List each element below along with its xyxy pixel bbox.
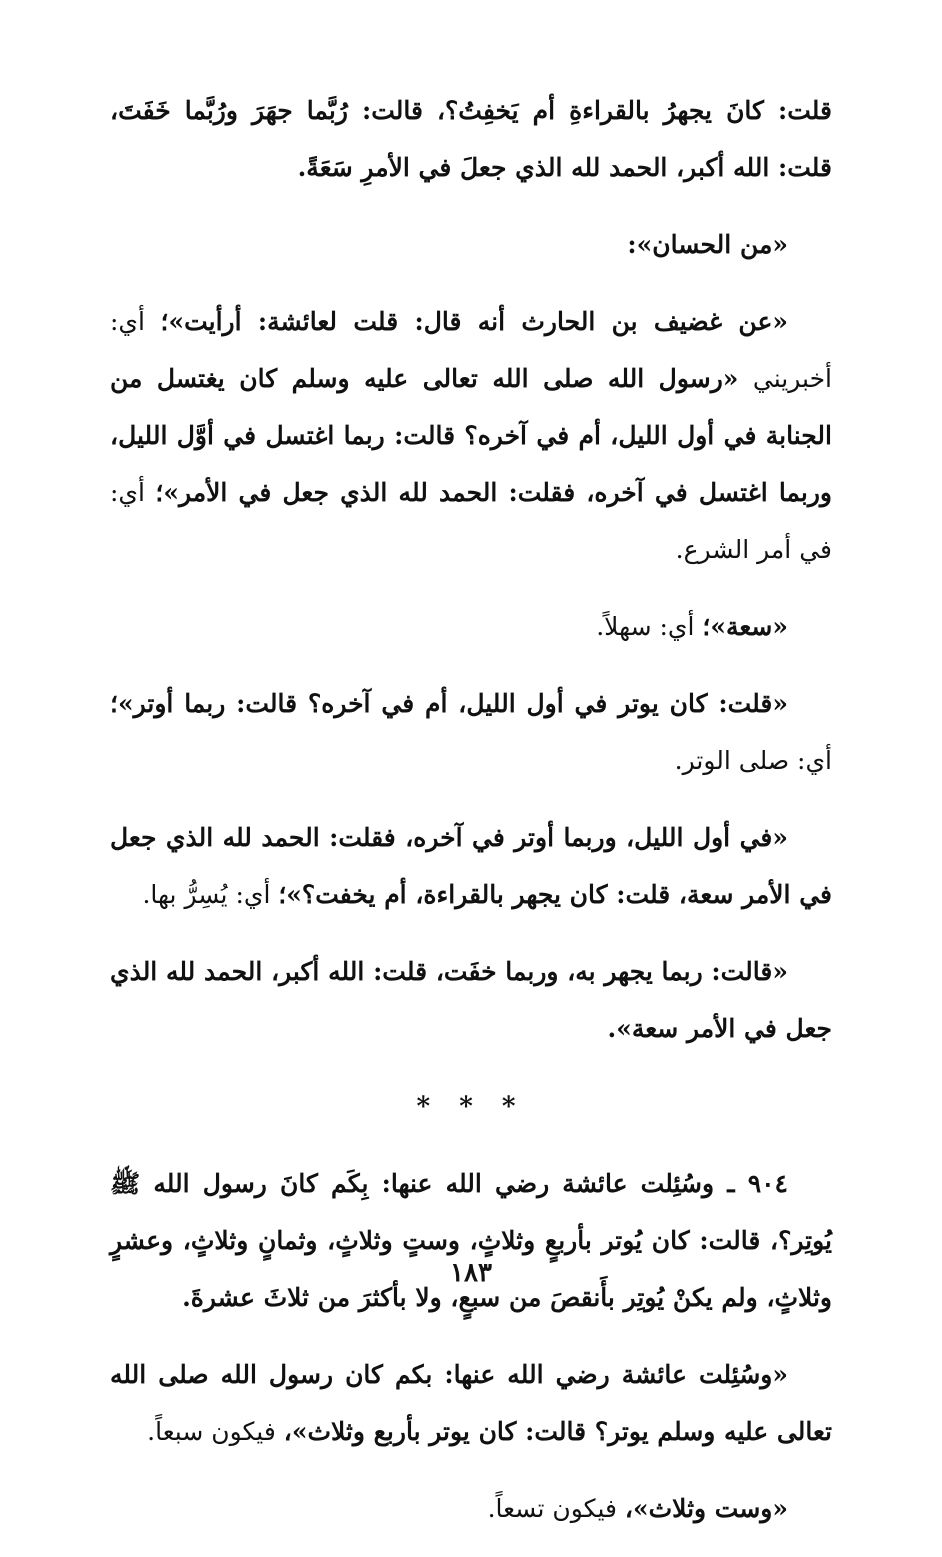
explanation-text: أي: يُسِرُّ بها.	[142, 880, 279, 909]
quoted-text: «عن غضيف بن الحارث أنه قال: قلت لعائشة: أرأيت»؛	[160, 307, 788, 336]
page-number: ١٨٣	[450, 1258, 492, 1288]
quoted-text: «سعة»؛	[702, 612, 788, 641]
hadith-commentary-1	[110, 1346, 832, 1460]
source-heading	[110, 216, 832, 273]
commentary-paragraph-5	[110, 943, 832, 1057]
hadith-paragraph	[110, 1155, 832, 1326]
quoted-text: «وسُئِلت عائشة رضي الله عنها: بكم كان رسول الله صلى الله تعالى عليه وسلم يوتر؟ قالت: كان يوتر بأربع وثلاث»،	[110, 1360, 832, 1446]
explanation-text: فيكون تسعاً.	[487, 1494, 625, 1523]
hadith-text: ٩٠٤ ـ وسُئِلت عائشة رضي الله عنها: بِكَم كانَ رسول الله ﷺ يُوتِر؟، قالت: كان يُوتر بأربعٍ وثلاثٍ، وستٍ وثلاثٍ، وثمانٍ وثلاثٍ، وعشرٍ وثلاثٍ، ولم يكنْ يُوتِر بأَنقصَ من سبعٍ، ولا بأكثرَ من ثلاثَ عشرةَ.	[110, 1169, 832, 1312]
source-heading-text: «من الحسان»:	[627, 230, 788, 259]
quoted-text: «قلت: كان يوتر في أول الليل، أم في آخره؟ قالت: ربما أوتر»؛	[110, 689, 788, 718]
paragraph-1	[110, 82, 832, 196]
paragraph-1-text: قلت: كانَ يجهرُ بالقراءةِ أم يَخفِتُ؟، قالت: رُبَّما جهَرَ ورُبَّما خَفَتَ، قلت: الله أكبر، الحمد لله الذي جعلَ في الأمرِ سَعَةً.	[110, 96, 832, 182]
quoted-text: «وست وثلاث»،	[624, 1494, 788, 1523]
explanation-text: أي: أخبريني	[110, 307, 832, 393]
commentary-paragraph-2	[110, 598, 832, 655]
hadith-commentary-2	[110, 1480, 832, 1537]
quoted-text: «قالت: ربما يجهر به، وربما خفَت، قلت: الله أكبر، الحمد لله الذي جعل في الأمر سعة».	[110, 957, 832, 1043]
commentary-paragraph-1	[110, 293, 832, 578]
explanation-text: فيكون سبعاً.	[147, 1417, 284, 1446]
quoted-text: «في أول الليل، وربما أوتر في آخره، فقلت: الحمد لله الذي جعل في الأمر سعة، قلت: كان يجهر بالقراءة، أم يخفت؟»؛	[110, 823, 832, 909]
commentary-paragraph-4	[110, 809, 832, 923]
explanation-text: أي: صلى الوتر.	[674, 746, 832, 775]
section-separator: * * *	[416, 1092, 526, 1122]
page-body	[110, 82, 832, 1557]
explanation-text: أي: سهلاً.	[596, 612, 703, 641]
quoted-text: «رسول الله صلى الله تعالى عليه وسلم كان يغتسل من الجنابة في أول الليل، أم في آخره؟ قالت: ربما اغتسل في أوَّل الليل، وربما اغتسل في آخره، فقلت: الحمد لله الذي جعل في الأمر»؛	[110, 364, 832, 507]
commentary-paragraph-3	[110, 675, 832, 789]
explanation-text: أي: في أمر الشرع.	[110, 478, 832, 564]
